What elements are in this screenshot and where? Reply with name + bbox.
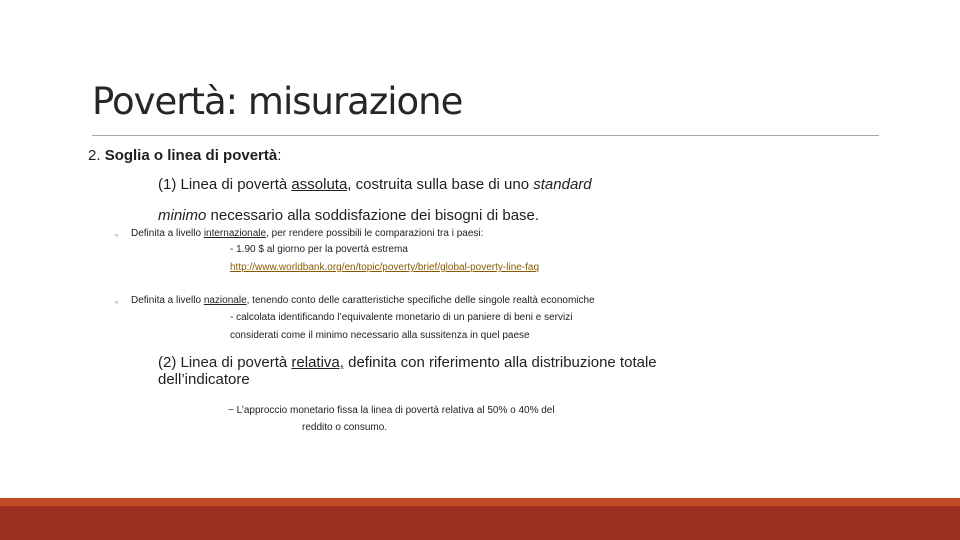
bullet1-marker: ◦	[115, 230, 119, 240]
point1-prefix: (1) Linea di povertà	[158, 176, 292, 193]
point1-italic: standard	[533, 176, 592, 193]
note-dash: −	[228, 405, 234, 416]
point1-middle: costruita sulla base di uno	[351, 176, 534, 193]
point1-line2-rest: necessario alla soddisfazione dei bisogni di base.	[206, 207, 540, 224]
title-divider	[92, 135, 879, 136]
bullet2-underlined: nazionale	[203, 295, 247, 306]
bullet1-sub1: - 1.90 $ al giorno per la povertà estrema	[230, 244, 408, 255]
point1-line2-italic: minimo	[158, 207, 207, 224]
point2	[158, 354, 657, 388]
bullet2-sub2: considerati come il minimo necessario alla sussitenza in quel paese	[230, 330, 530, 341]
note-line1	[228, 405, 555, 416]
slide-title: Povertà: misurazione	[92, 80, 463, 123]
heading-number: 2.	[88, 147, 101, 164]
bullet1-rest: , per rendere possibili le comparazioni tra i paesi:	[266, 228, 484, 239]
section-heading	[88, 147, 281, 164]
heading-suffix: :	[277, 147, 282, 164]
point2-line1	[158, 354, 657, 371]
worldbank-link[interactable]: http://www.worldbank.org/en/topic/poverty/brief/global-poverty-line-faq	[230, 262, 540, 273]
bullet1-line	[131, 228, 483, 239]
heading-bold: Soglia o linea di povertà	[104, 147, 278, 164]
point2-line2: dell’indicatore	[158, 371, 250, 388]
point1-line2	[158, 207, 539, 224]
bullet2-rest: , tenendo conto delle caratteristiche specifiche delle singole realtà economiche	[246, 295, 595, 306]
point1-line1	[158, 176, 592, 193]
bullet1-underlined: internazionale	[203, 228, 267, 239]
bullet1-prefix: Definita a livello	[131, 228, 204, 239]
footer-accent-stripe	[0, 498, 960, 506]
bullet2-sub1: - calcolata identificando l’equivalente monetario di un paniere di beni e servizi	[230, 312, 573, 323]
note-text: L’approccio monetario fissa la linea di povertà relativa al 50% o 40% del	[236, 405, 555, 416]
bullet2-prefix: Definita a livello	[131, 295, 204, 306]
bullet2-marker: ◦	[115, 297, 119, 307]
point2-prefix: (2) Linea di povertà	[158, 354, 292, 371]
point1-underlined: assoluta,	[291, 176, 352, 193]
bullet2-line	[131, 295, 595, 306]
point2-underlined: relativa,	[291, 354, 344, 371]
footer-bar	[0, 506, 960, 540]
point2-rest: definita con riferimento alla distribuzione totale	[343, 354, 657, 371]
note-line2: reddito o consumo.	[302, 422, 388, 433]
